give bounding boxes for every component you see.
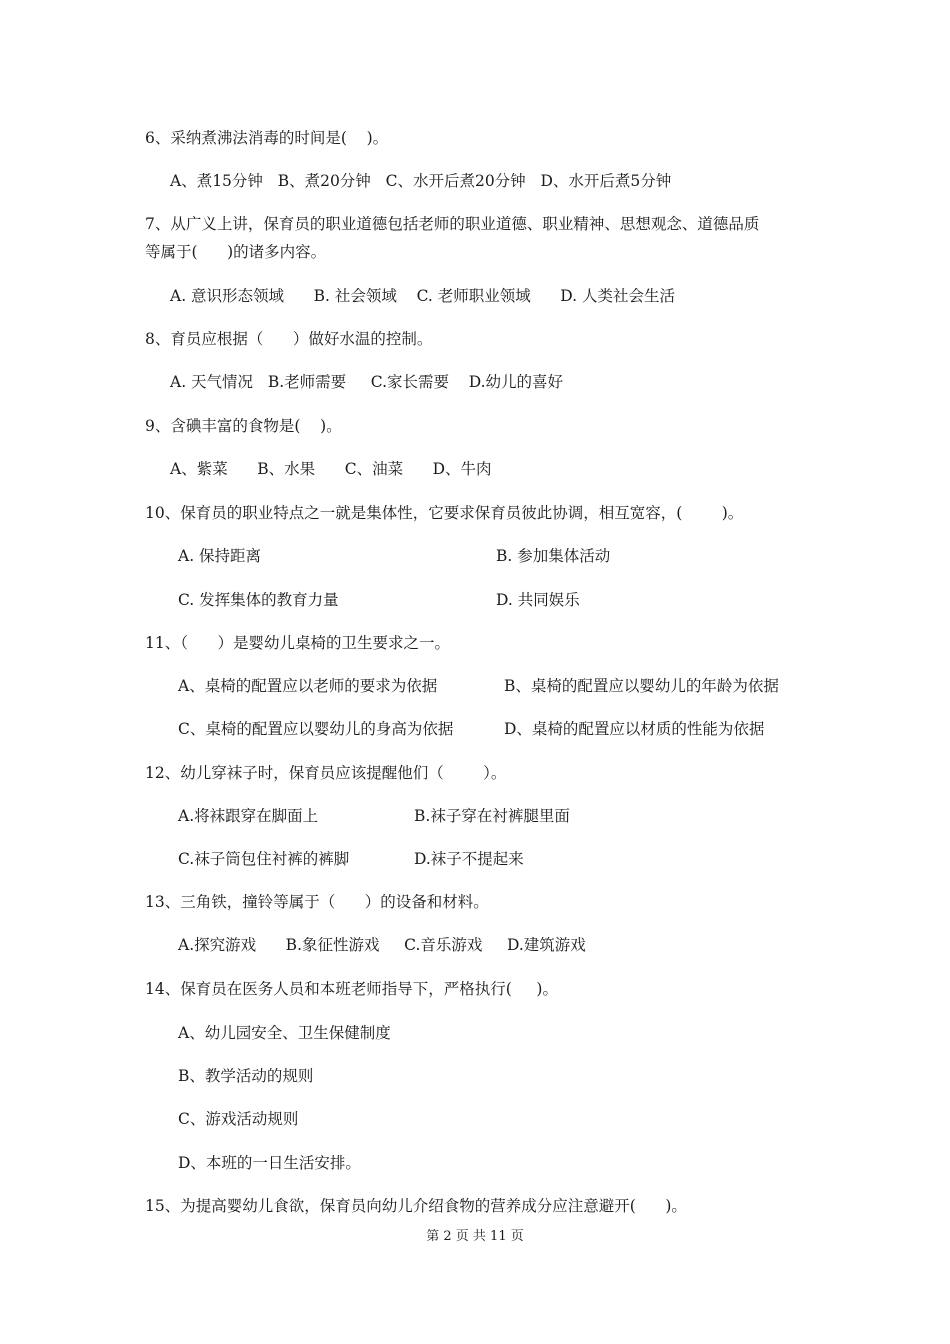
question-12-option-d: D.袜子不提起来	[414, 850, 524, 868]
question-10-stem: 10、保育员的职业特点之一就是集体性，它要求保育员彼此协调，相互宽容，( )。	[145, 504, 744, 522]
question-13-options: A.探究游戏 B.象征性游戏 C.音乐游戏 D.建筑游戏	[178, 936, 586, 954]
question-12-option-b: B.袜子穿在衬裤腿里面	[414, 807, 570, 825]
question-10-option-c: C. 发挥集体的教育力量	[178, 591, 339, 609]
question-7-options: A. 意识形态领域 B. 社会领域 C. 老师职业领域 D. 人类社会生活	[170, 287, 676, 305]
question-8-stem: 8、育员应根据（ ）做好水温的控制。	[145, 330, 433, 348]
question-13-stem: 13、三角铁，撞铃等属于（ ）的设备和材料。	[145, 893, 489, 911]
question-11-option-b: B、桌椅的配置应以婴幼儿的年龄为依据	[504, 677, 779, 695]
question-12-stem: 12、幼儿穿袜子时，保育员应该提醒他们（ ）。	[145, 764, 507, 782]
question-11-option-a: A、桌椅的配置应以老师的要求为依据	[178, 677, 438, 695]
question-14-option-a: A、幼儿园安全、卫生保健制度	[178, 1024, 391, 1042]
question-11-option-d: D、桌椅的配置应以材质的性能为依据	[504, 720, 765, 738]
question-9-stem: 9、含碘丰富的食物是( )。	[145, 417, 342, 435]
question-11-option-c: C、桌椅的配置应以婴幼儿的身高为依据	[178, 720, 454, 738]
question-9-options: A、紫菜 B、水果 C、油菜 D、牛肉	[170, 460, 492, 478]
question-11-stem: 11、（ ）是婴幼儿桌椅的卫生要求之一。	[145, 634, 451, 652]
question-15-stem: 15、为提高婴幼儿食欲，保育员向幼儿介绍食物的营养成分应注意避开( )。	[145, 1197, 687, 1215]
question-6-stem: 6、采纳煮沸法消毒的时间是( )。	[145, 129, 389, 147]
question-7-stem-line-1: 7、从广义上讲，保育员的职业道德包括老师的职业道德、职业精神、思想观念、道德品质	[145, 215, 760, 233]
page-number-footer: 第 2 页 共 11 页	[426, 1229, 524, 1244]
question-14-stem: 14、保育员在医务人员和本班老师指导下，严格执行( )。	[145, 980, 558, 998]
question-10-option-a: A. 保持距离	[178, 547, 262, 565]
question-8-options: A. 天气情况 B.老师需要 C.家长需要 D.幼儿的喜好	[170, 373, 564, 391]
question-14-option-b: B、教学活动的规则	[178, 1067, 314, 1085]
question-10-option-d: D. 共同娱乐	[496, 591, 580, 609]
question-10-option-b: B. 参加集体活动	[496, 547, 611, 565]
question-12-option-c: C.袜子筒包住衬裤的裤脚	[178, 850, 350, 868]
question-7-stem-line-2: 等属于( )的诸多内容。	[145, 243, 327, 261]
question-14-option-d: D、本班的一日生活安排。	[178, 1154, 361, 1172]
question-14-option-c: C、游戏活动规则	[178, 1110, 299, 1128]
question-6-options: A、煮15分钟 B、煮20分钟 C、水开后煮20分钟 D、水开后煮5分钟	[170, 172, 672, 190]
question-12-option-a: A.将袜跟穿在脚面上	[178, 807, 319, 825]
